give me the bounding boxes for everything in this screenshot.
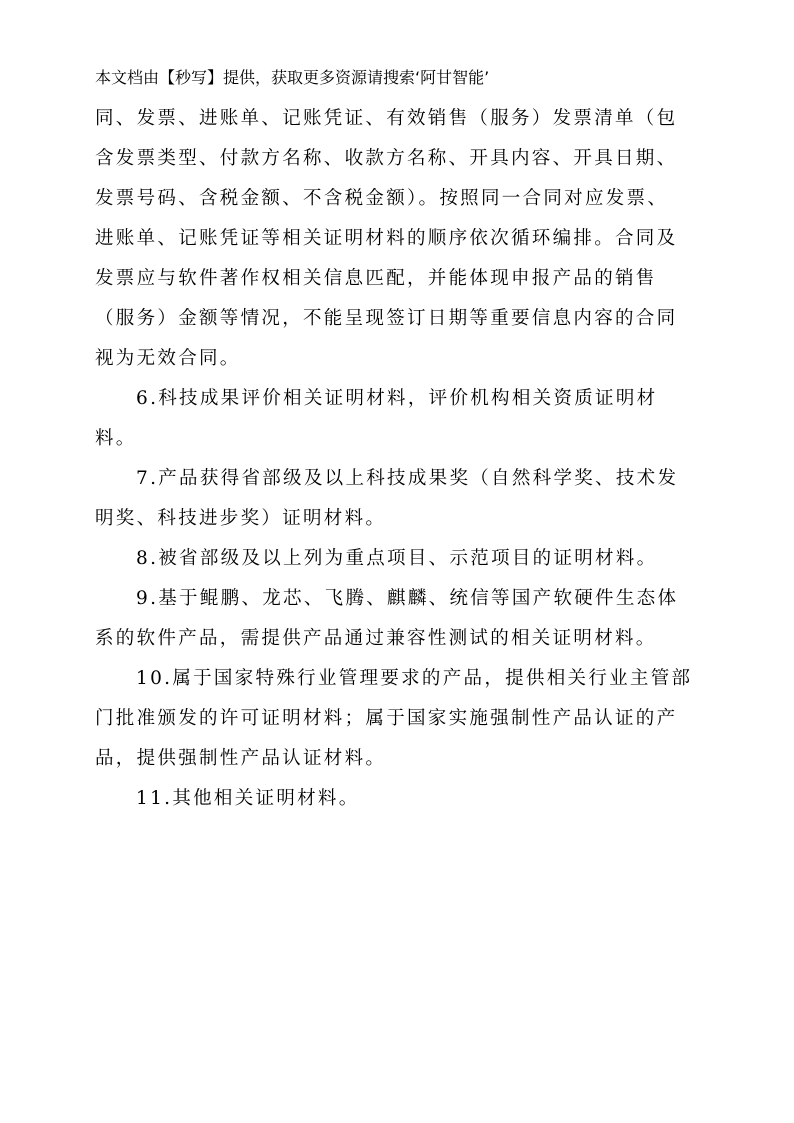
header-note: 本文档由【秒写】提供，获取更多资源请搜索‘阿甘智能’ (95, 68, 490, 87)
text-line: 品，提供强制性产品认证材料。 (95, 748, 387, 769)
text-line: 发票应与软件著作权相关信息匹配，并能体现申报产品的销售 (95, 268, 657, 289)
item-8-line: 8.被省部级及以上列为重点项目、示范项目的证明材料。 (136, 548, 658, 569)
text-line: 含发票类型、付款方名称、收款方名称、开具内容、开具日期、 (95, 148, 678, 169)
text-line: 系的软件产品，需提供产品通过兼容性测试的相关证明材料。 (95, 628, 657, 649)
text-line: 明奖、科技进步奖）证明材料。 (95, 508, 387, 529)
text-line: （服务）金额等情况，不能呈现签订日期等重要信息内容的合同 (95, 308, 678, 329)
item-9-line: 9.基于鲲鹏、龙芯、飞腾、麒麟、统信等国产软硬件生态体 (136, 588, 679, 609)
text-line: 进账单、记账凭证等相关证明材料的顺序依次循环编排。合同及 (95, 228, 678, 249)
item-6-line: 6.科技成果评价相关证明材料，评价机构相关资质证明材 (136, 388, 658, 409)
text-line: 门批准颁发的许可证明材料；属于国家实施强制性产品认证的产 (95, 708, 678, 729)
item-11-line: 11.其他相关证明材料。 (136, 788, 360, 809)
text-line: 视为无效合同。 (95, 348, 241, 369)
text-line: 料。 (95, 428, 137, 449)
text-line: 同、发票、进账单、记账凭证、有效销售（服务）发票清单（包 (95, 108, 678, 129)
item-7-line: 7.产品获得省部级及以上科技成果奖（自然科学奖、技术发 (136, 468, 679, 489)
item-10-line: 10.属于国家特殊行业管理要求的产品，提供相关行业主管部 (136, 668, 693, 689)
text-line: 发票号码、含税金额、不含税金额）。按照同一合同对应发票、 (95, 188, 669, 209)
